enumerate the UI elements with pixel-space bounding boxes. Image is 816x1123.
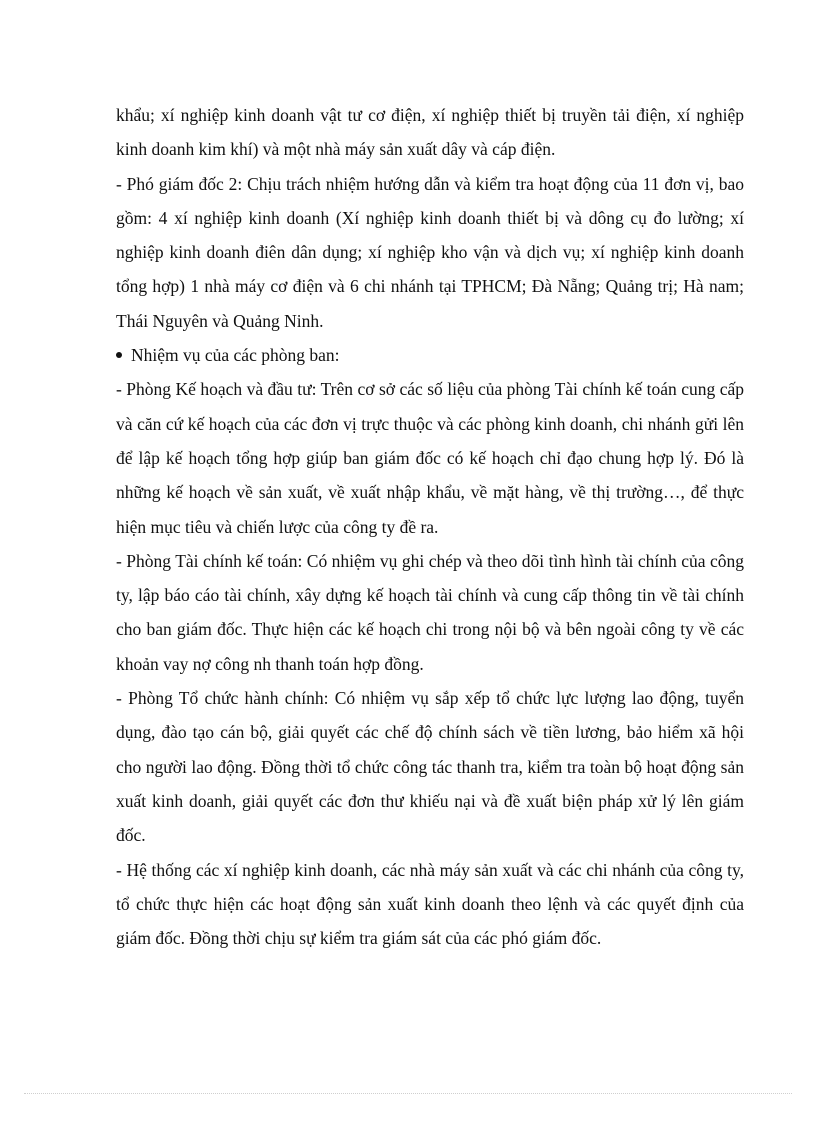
bullet-item-label: Nhiệm vụ của các phòng ban:: [131, 345, 340, 366]
paragraph-finance-accounting: - Phòng Tài chính kế toán: Có nhiệm vụ ghi chép và theo dõi tình hình tài chính của công ty, lập báo cáo tài chính, xây dựng kế hoạch tài chính và cung cấp thông tin về tài chính cho ban giám đốc. Thực hiện các kế hoạch chi trong nội bộ và bên ngoài công ty về các khoản vay nợ công nh thanh toán hợp đồng.: [116, 550, 744, 674]
bullet-item-department-duties: [116, 338, 744, 372]
paragraph-organization-admin: - Phòng Tổ chức hành chính: Có nhiệm vụ sắp xếp tổ chức lực lượng lao động, tuyển dụng, đào tạo cán bộ, giải quyết các chế độ chính sách về tiền lương, bảo hiểm xã hội cho người lao động. Đồng thời tổ chức công tác thanh tra, kiểm tra toàn bộ hoạt động sản xuất kinh doanh, giải quyết các đơn thư khiếu nại và đề xuất biện pháp xử lý lên giám đốc.: [116, 688, 744, 846]
paragraph-deputy-director-2: - Phó giám đốc 2: Chịu trách nhiệm hướng dẫn và kiểm tra hoạt động của 11 đơn vị, bao gồm: 4 xí nghiệp kinh doanh (Xí nghiệp kinh doanh thiết bị và dông cụ đo lường; xí nghiệp kinh doanh điên dân dụng; xí nghiệp kho vận và dịch vụ; xí nghiệp kinh doanh tổng hợp) 1 nhà máy cơ điện và 6 chi nhánh tại TPHCM; Đà Nẵng; Quảng trị; Hà nam; Thái Nguyên và Quảng Ninh.: [116, 173, 744, 331]
page-bottom-divider: [24, 1093, 792, 1094]
paragraph-departments-continued: khẩu; xí nghiệp kinh doanh vật tư cơ điện, xí nghiệp thiết bị truyền tải điện, xí nghiệp kinh doanh kim khí) và một nhà máy sản xuất dây và cáp điện.: [116, 105, 744, 160]
bullet-icon: [116, 352, 122, 358]
document-body: [116, 98, 744, 955]
paragraph-planning-investment: - Phòng Kế hoạch và đầu tư: Trên cơ sở các số liệu của phòng Tài chính kế toán cung cấp và căn cứ kế hoạch của các đơn vị trực thuộc và các phòng kinh doanh, chi nhánh gửi lên để lập kế hoạch tổng hợp giúp ban giám đốc có kế hoạch chỉ đạo chung hợp lý. Đó là những kế hoạch về sản xuất, về xuất nhập khẩu, về mặt hàng, về thị trường…, để thực hiện mục tiêu và chiến lược của công ty đề ra.: [116, 379, 744, 537]
paragraph-enterprise-system: - Hệ thống các xí nghiệp kinh doanh, các nhà máy sản xuất và các chi nhánh của công ty, tổ chức thực hiện các hoạt động sản xuất kinh doanh theo lệnh và các quyết định của giám đốc. Đồng thời chịu sự kiểm tra giám sát của các phó giám đốc.: [116, 859, 744, 949]
